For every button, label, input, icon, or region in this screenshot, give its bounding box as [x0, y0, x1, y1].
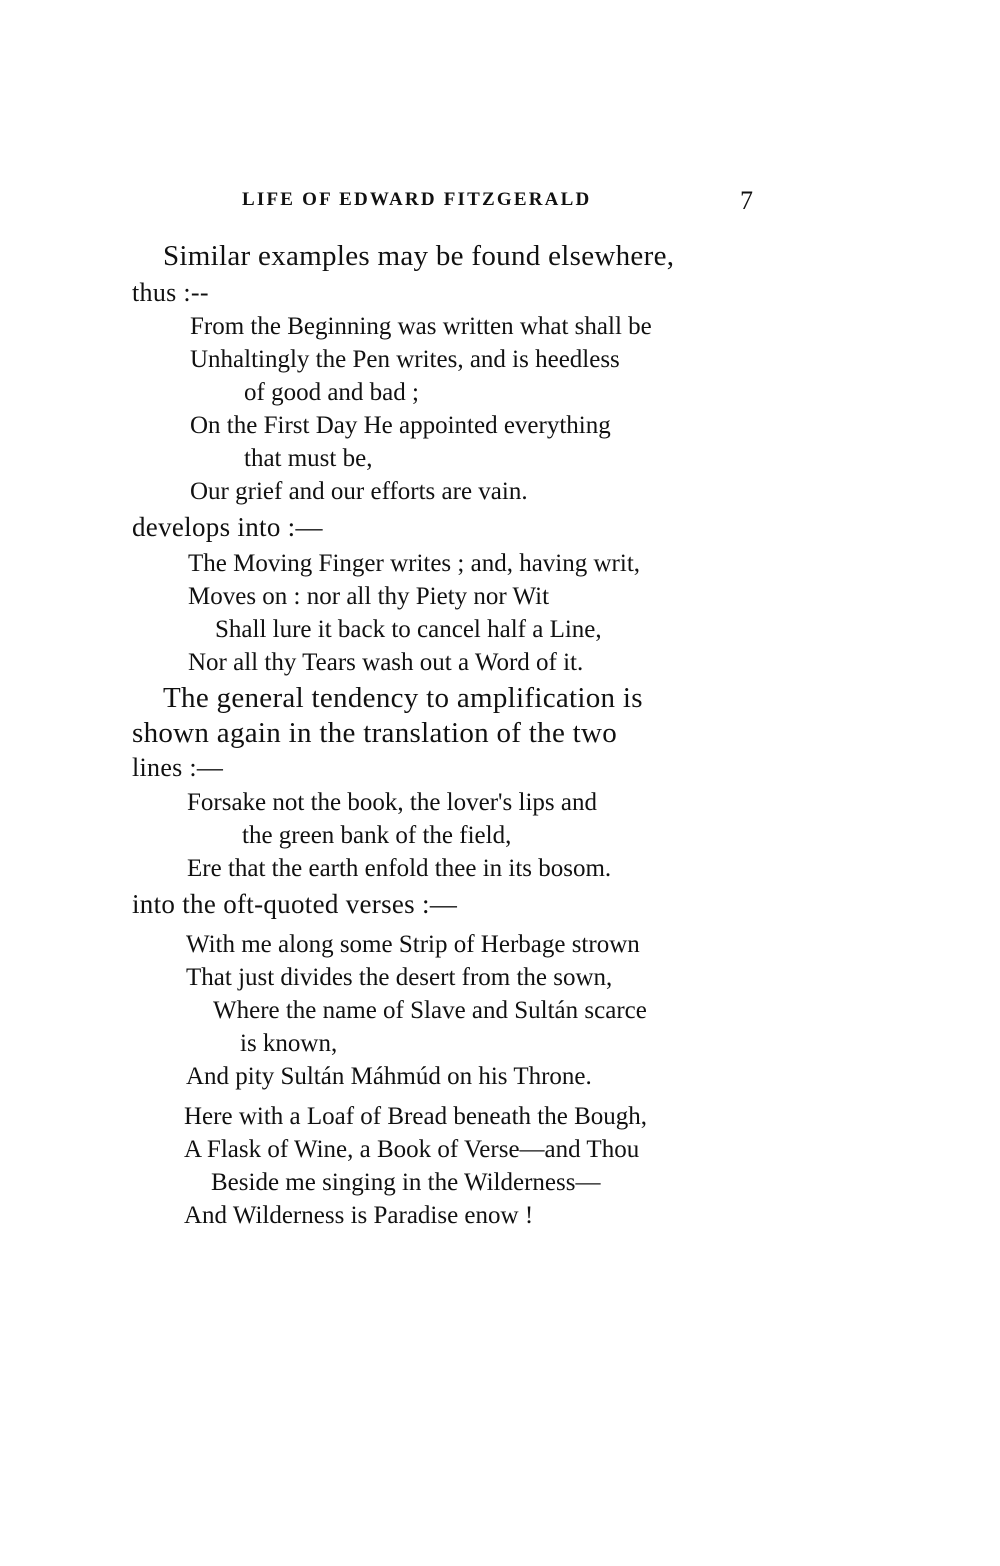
verse-line: Moves on : nor all thy Piety nor Wit: [188, 583, 550, 610]
paragraph-line: lines :—: [132, 753, 224, 782]
paragraph-line: Similar examples may be found elsewhere,: [163, 240, 675, 272]
verse-line: Where the name of Slave and Sultán scarce: [213, 997, 647, 1024]
transition-line: into the oft-quoted verses :—: [132, 889, 458, 919]
verse-line: Our grief and our efforts are vain.: [190, 478, 528, 505]
paragraph-line: shown again in the translation of the two: [132, 717, 618, 749]
paragraph-line: thus :--: [132, 278, 209, 307]
verse-line: And Wilderness is Paradise enow !: [184, 1202, 534, 1229]
verse-line: Shall lure it back to cancel half a Line,: [215, 616, 602, 643]
paragraph-line: The general tendency to amplification is: [163, 682, 643, 714]
verse-line: With me along some Strip of Herbage strown: [186, 931, 640, 958]
verse-line: On the First Day He appointed everything: [190, 412, 611, 439]
verse-line: That just divides the desert from the sown,: [186, 964, 613, 991]
verse-line: Beside me singing in the Wilderness—: [211, 1169, 601, 1196]
verse-line: A Flask of Wine, a Book of Verse—and Thou: [184, 1136, 640, 1163]
verse-line: the green bank of the field,: [242, 822, 512, 849]
verse-line: Nor all thy Tears wash out a Word of it.: [188, 649, 584, 676]
verse-line: is known,: [240, 1030, 338, 1057]
verse-line: Here with a Loaf of Bread beneath the Bough,: [184, 1103, 648, 1130]
running-title: LIFE OF EDWARD FITZGERALD: [242, 189, 592, 210]
page-number: 7: [740, 186, 753, 215]
verse-line: Forsake not the book, the lover's lips and: [187, 789, 597, 816]
transition-line: develops into :—: [132, 512, 323, 542]
verse-line: Unhaltingly the Pen writes, and is heedless: [190, 346, 620, 373]
verse-line: that must be,: [244, 445, 373, 472]
verse-line: From the Beginning was written what shall be: [190, 313, 652, 340]
verse-line: The Moving Finger writes ; and, having writ,: [188, 550, 641, 577]
verse-line: of good and bad ;: [244, 379, 419, 406]
verse-line: And pity Sultán Máhmúd on his Throne.: [186, 1063, 592, 1090]
verse-line: Ere that the earth enfold thee in its bosom.: [187, 855, 612, 882]
